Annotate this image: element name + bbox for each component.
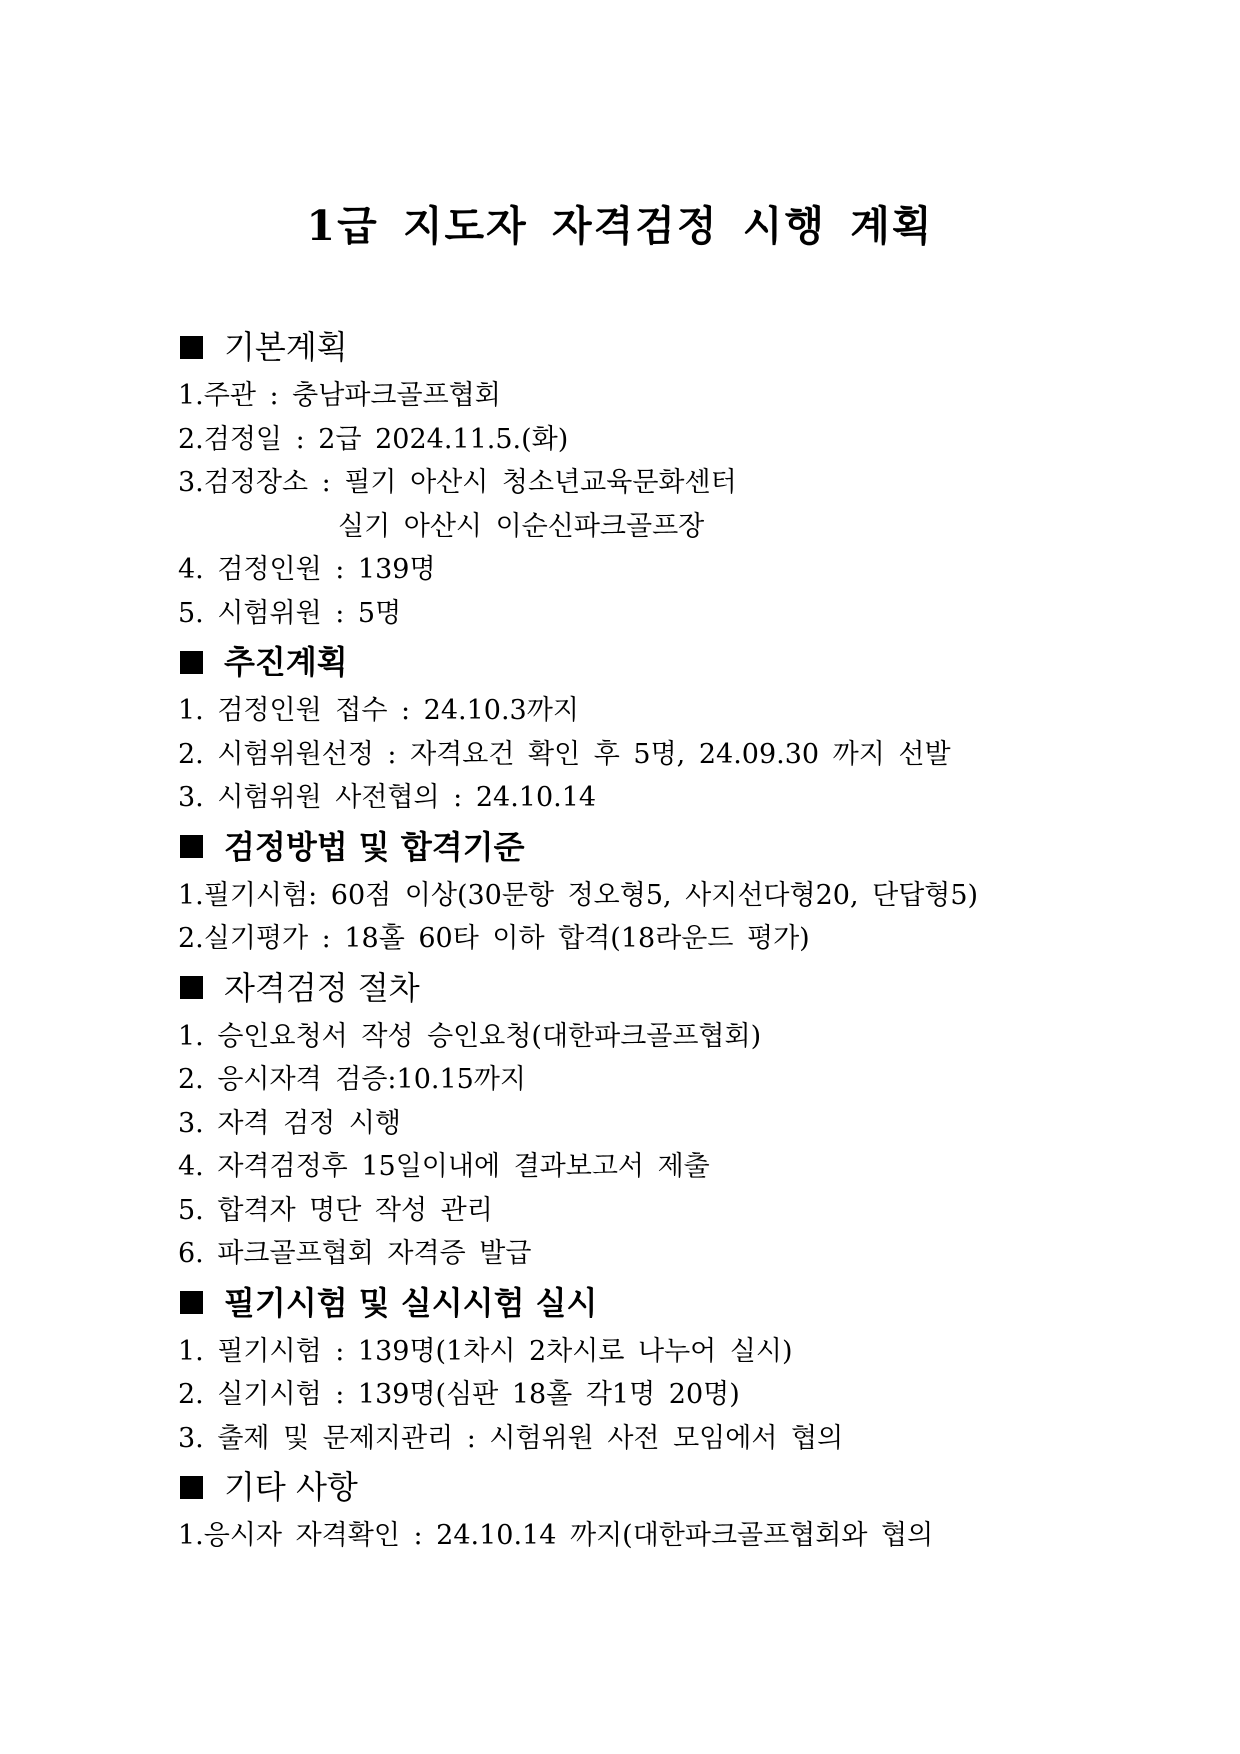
- section-method-criteria: [178, 820, 1178, 961]
- black-square-icon: [180, 1476, 203, 1499]
- list-item: 1.주관 : 충남파크골프협회: [178, 380, 501, 411]
- section-heading-text: 자격검정 절차: [224, 968, 420, 1007]
- section-other-matters: [178, 1460, 1178, 1558]
- list-item: 4. 자격검정후 15일이내에 결과보고서 제출: [178, 1151, 710, 1182]
- list-item: 4. 검정인원 : 139명: [178, 554, 436, 585]
- black-square-icon: [180, 976, 203, 999]
- section-heading: [178, 961, 1178, 1015]
- list-item: 실기 아산시 이순신파크골프장: [338, 510, 705, 542]
- list-item: 2.검정일 : 2급 2024.11.5.(화): [178, 423, 569, 455]
- list-item: 1.필기시험: 60점 이상(30문항 정오형5, 사지선다형20, 단답형5): [178, 879, 979, 911]
- section-heading-text: 기타 사항: [224, 1468, 358, 1506]
- list-item: 5. 시험위원 : 5명: [178, 597, 402, 629]
- list-item: 1. 검정인원 접수 : 24.10.3까지: [178, 695, 579, 726]
- black-square-icon: [180, 651, 203, 674]
- black-square-icon: [180, 1291, 203, 1314]
- section-exam-execution: [178, 1276, 1178, 1461]
- document-title: 1급 지도자 자격검정 시행 계획: [306, 202, 934, 250]
- list-item: 2. 시험위원선정 : 자격요건 확인 후 5명, 24.09.30 까지 선발: [178, 738, 951, 770]
- section-heading-text: 기본계획: [224, 328, 348, 366]
- list-item: 5. 합격자 명단 작성 관리: [178, 1194, 493, 1226]
- list-item: 3.검정장소 : 필기 아산시 청소년교육문화센터: [178, 467, 737, 498]
- section-basic-plan: [178, 320, 1178, 635]
- list-item: 3. 출제 및 문제지관리 : 시험위원 사전 모임에서 협의: [178, 1422, 844, 1454]
- black-square-icon: [180, 336, 203, 359]
- list-item: 2. 응시자격 검증:10.15까지: [178, 1064, 526, 1095]
- section-procedure: [178, 961, 1178, 1276]
- section-promotion-plan: [178, 635, 1178, 820]
- list-item: 2. 실기시험 : 139명(심판 18홀 각1명 20명): [178, 1379, 740, 1410]
- section-heading: [178, 320, 1178, 374]
- section-heading-text: 필기시험 및 실시시험 실시: [224, 1283, 598, 1322]
- list-item: 1.응시자 자격확인 : 24.10.14 까지(대한파크골프협회와 협의: [178, 1520, 934, 1551]
- black-square-icon: [180, 835, 203, 858]
- section-heading-text: 추진계획: [224, 643, 348, 681]
- list-item: 3. 시험위원 사전협의 : 24.10.14: [178, 782, 597, 813]
- section-heading: [178, 1276, 1178, 1330]
- section-heading: [178, 1460, 1178, 1514]
- document-body: [178, 320, 1178, 1558]
- list-item: 2.실기평가 : 18홀 60타 이하 합격(18라운드 평가): [178, 923, 810, 954]
- section-heading-text: 검정방법 및 합격기준: [224, 827, 525, 866]
- list-item: 1. 승인요청서 작성 승인요청(대한파크골프협회): [178, 1020, 762, 1052]
- section-heading: [178, 635, 1178, 689]
- list-item: 3. 자격 검정 시행: [178, 1107, 402, 1139]
- list-item: 6. 파크골프협회 자격증 발급: [178, 1238, 532, 1269]
- section-heading: [178, 820, 1178, 874]
- list-item: 1. 필기시험 : 139명(1차시 2차시로 나누어 실시): [178, 1335, 793, 1367]
